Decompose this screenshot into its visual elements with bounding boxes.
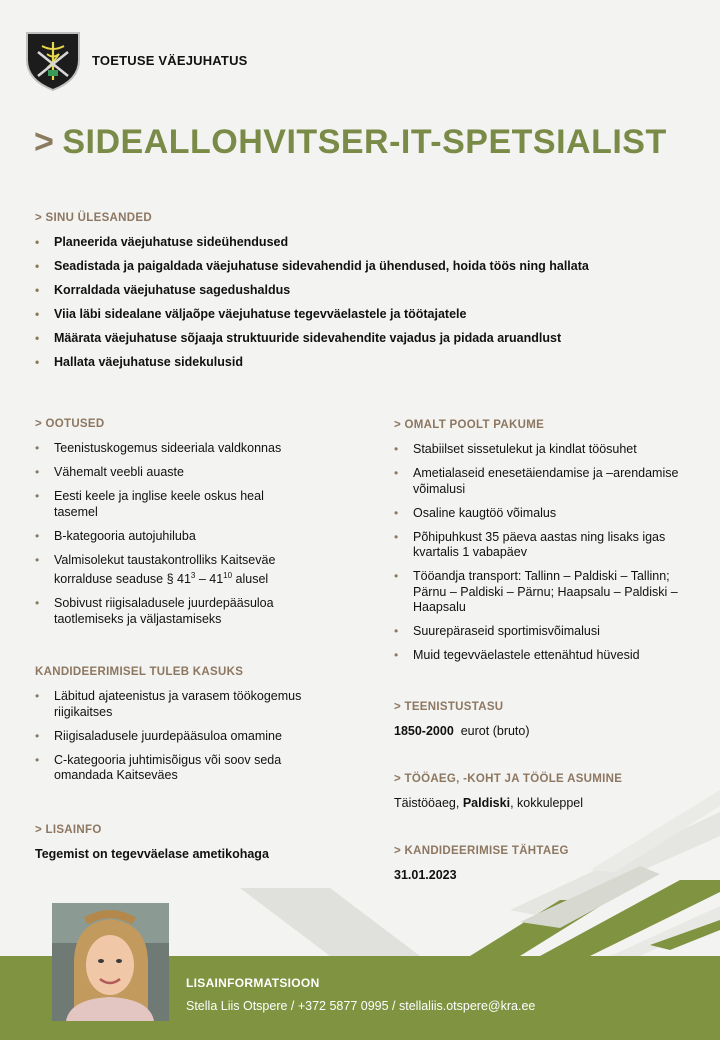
clearance-dash: – 41 xyxy=(195,572,224,587)
advantage-list xyxy=(35,689,335,792)
worktime-text xyxy=(394,796,583,810)
worktime-heading: > TÖÖAEG, -KOHT JA TÖÖLE ASUMINE xyxy=(394,773,623,785)
worktime-place: Paldiski xyxy=(462,796,511,810)
list-item: • Osaline kaugtöö võimalus xyxy=(394,506,684,522)
expectations-list xyxy=(35,441,310,636)
job-title xyxy=(34,123,667,162)
list-item: • B-kategooria autojuhiluba xyxy=(35,529,310,545)
list-item: • Korraldada väejuhatuse sagedushaldus xyxy=(35,283,695,299)
advantage-heading: KANDIDEERIMISEL TULEB KASUKS xyxy=(35,666,244,678)
list-item: • Põhipuhkust 35 päeva aastas ning lisaks igas kvartalis 1 vabapäev xyxy=(394,530,684,561)
footer-contact: Stella Liis Otspere / +372 5877 0995 / stellaliis.otspere@kra.ee xyxy=(186,999,536,1013)
support-command-emblem-icon xyxy=(24,30,82,92)
list-item: • Stabiilset sissetulekut ja kindlat töösuhet xyxy=(394,442,684,458)
list-item: • Planeerida väejuhatuse sideühendused xyxy=(35,235,695,251)
footer-heading: LISAINFORMATSIOON xyxy=(186,976,320,990)
expectations-heading: > OOTUSED xyxy=(35,418,105,430)
extra-info-heading: > LISAINFO xyxy=(35,824,102,836)
job-title-text: SIDEALLOHVITSER-IT-SPETSIALIST xyxy=(62,123,667,161)
clearance-line2-pre: korralduse seaduse § 41 xyxy=(54,572,191,587)
extra-info-text: Tegemist on tegevväelase ametikohaga xyxy=(35,847,269,861)
deadline-date: 31.01.2023 xyxy=(394,868,457,882)
clearance-sup2: 10 xyxy=(223,571,233,580)
list-item: • Läbitud ajateenistus ja varasem töökogemus riigikaitses xyxy=(35,689,335,720)
offer-list xyxy=(394,442,684,672)
salary-amount: 1850-2000 xyxy=(394,724,454,738)
list-item: • C-kategooria juhtimisõigus või soov seda omandada Kaitseväes xyxy=(35,753,335,784)
list-item: • Muid tegevväelastele ettenähtud hüvesid xyxy=(394,648,684,664)
worktime-post: , kokkuleppel xyxy=(510,796,584,810)
list-item: • Viia läbi sidealane väljaõpe väejuhatuse tegevväelastele ja töötajatele xyxy=(35,307,695,323)
list-item: • Riigisaladusele juurdepääsuloa omamine xyxy=(35,729,335,745)
list-item: • Eesti keele ja inglise keele oskus heal tasemel xyxy=(35,489,310,520)
worktime-pre: Täistööaeg, xyxy=(394,796,460,810)
list-item: • Sobivust riigisaladusele juurdepääsuloa taotlemiseks ja väljastamiseks xyxy=(35,596,310,627)
list-item: • Teenistuskogemus sideeriala valdkonnas xyxy=(35,441,310,457)
organization-name: TOETUSE VÄEJUHATUS xyxy=(92,53,248,68)
salary-heading: > TEENISTUSTASU xyxy=(394,701,504,713)
list-item: • Määrata väejuhatuse sõjaaja struktuuride sidevahendite vajadus ja pidada aruandlust xyxy=(35,331,695,347)
title-arrow: > xyxy=(34,123,55,161)
duties-heading: > SINU ÜLESANDED xyxy=(35,212,152,224)
list-item: • Vähemalt veebli auaste xyxy=(35,465,310,481)
clearance-sup1: 3 xyxy=(190,571,196,580)
offer-heading: > OMALT POOLT PAKUME xyxy=(394,419,545,431)
salary-text xyxy=(394,724,530,738)
list-item: • Suurepäraseid sportimisvõimalusi xyxy=(394,624,684,640)
clearance-line1: Valmisolekut taustakontrolliks Kaitseväe xyxy=(54,552,276,567)
list-item: • Ametialaseid enesetäiendamise ja –arendamise võimalusi xyxy=(394,466,684,497)
list-item-clearance xyxy=(35,553,310,588)
list-item: • Tööandja transport: Tallinn – Paldiski – Tallinn; Pärnu – Paldiski – Pärnu; Haapsalu – Paldiski – Haapsalu xyxy=(394,569,684,616)
clearance-line2-post: alusel xyxy=(232,572,269,587)
deadline-heading: > KANDIDEERIMISE TÄHTAEG xyxy=(394,845,569,857)
list-item: • Hallata väejuhatuse sidekulusid xyxy=(35,355,695,371)
salary-unit: eurot (bruto) xyxy=(460,724,530,738)
contact-person-photo xyxy=(52,903,169,1021)
duties-list xyxy=(35,235,695,379)
list-item: • Seadistada ja paigaldada väejuhatuse sidevahendid ja ühendused, hoida töös ning hallata xyxy=(35,259,695,275)
